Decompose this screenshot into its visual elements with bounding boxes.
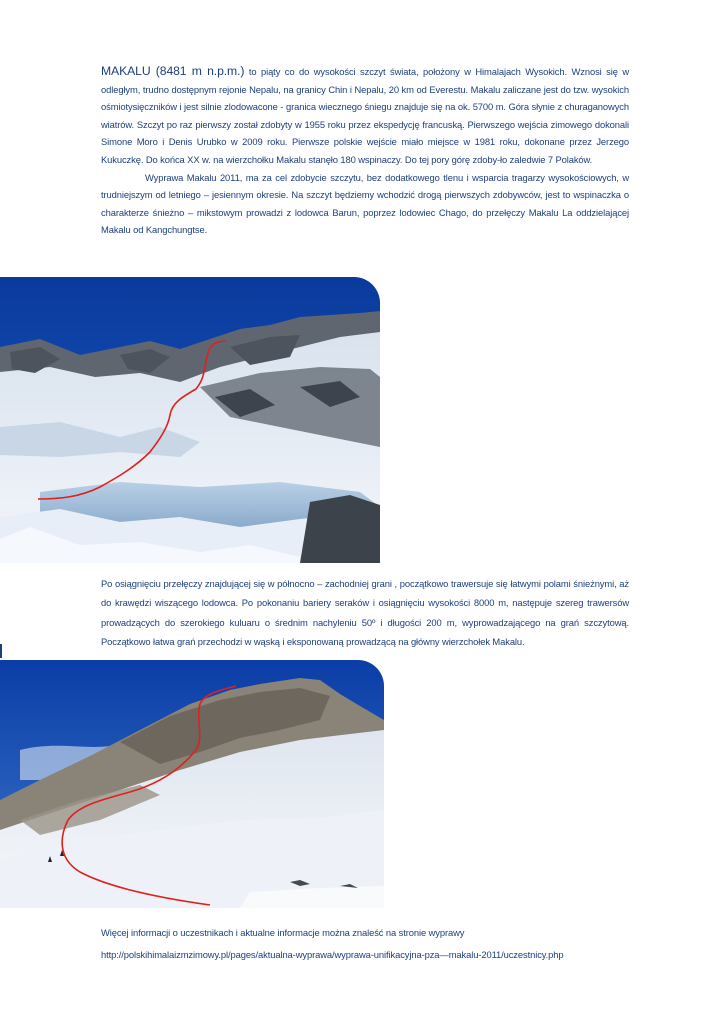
route-description: Po osiągnięciu przełęczy znajdującej się w północno – zachodniej grani , początkowo trawersuje się łatwymi polami śnieżnymi, aż do krawędzi wiszącego lodowca. Po pokonaniu bariery seraków i osiągnięciu wysokości 8000 m, następuje szereg trawersów prowadzących do szerokiego kuluaru o średnim nachyleniu 50º i długości 200 m, wyprowadzającego na grań szczytową. Początkowo łatwa grań przechodzi w wąską i eksponowaną prowadzącą na główny wierzchołek Makalu. xyxy=(101,578,629,647)
route-photo-upper xyxy=(0,660,384,908)
more-info-text: Więcej informacji o uczestnikach i aktualne informacje można znaleść na stronie wyprawy xyxy=(101,927,465,938)
page-edge-marker xyxy=(0,644,2,658)
intro-text xyxy=(101,63,629,239)
mountain-title: MAKALU (8481 m n.p.m.) xyxy=(101,64,245,78)
intro-paragraph-1: to piąty co do wysokości szczyt świata, położony w Himalajach Wysokich. Wznosi się w odległym, trudno dostępnym rejonie Nepalu, na granicy Chin i Nepalu, 20 km od Everestu. Makalu zaliczane jest do tzw. wysokich ośmiotysięczników i jest silnie zlodowacone - granica wiecznego śniegu znajduje się na ok. 5700 m. Góra słynie z churaganowych wiatrów. Szczyt po raz pierwszy został zdobyty w 1955 roku przez ekspedycję francuską. Pierwszego wejścia zimowego dokonali Simone Moro i Denis Urubko w 2009 roku. Pierwsze polskie wejście miało miejsce w 1981 roku, dokonane przez Jerzego Kukuczkę. Do końca XX w. na wierzchołku Makalu stanęło 180 wspinaczy. Do tej pory górę zdoby-ło zaledwie 7 Polaków. xyxy=(101,66,630,165)
more-info xyxy=(101,922,661,966)
mountain-image-2 xyxy=(0,660,384,908)
expedition-url-link[interactable]: http://polskihimalaizmzimowy.pl/pages/aktualna-wyprawa/wyprawa-unifikacyjna-pza—makalu-2011/uczestnicy.php xyxy=(101,949,564,960)
route-photo-lower xyxy=(0,277,380,563)
intro-paragraph-2: Wyprawa Makalu 2011, ma za cel zdobycie szczytu, bez dodatkowego tlenu i wsparcia tragarzy wysokościowych, w trudniejszym od letniego – jesiennym okresie. Na szczyt będziemy wchodzić drogą pierwszych zdobywców, jest to wspinaczka o charakterze śnieżno – mikstowym prowadzi z lodowca Barun, poprzez lodowiec Chago, do przełęczy Makalu La oddzielającej Makalu od Kangchungtse. xyxy=(101,171,629,236)
mountain-image-1 xyxy=(0,277,380,563)
